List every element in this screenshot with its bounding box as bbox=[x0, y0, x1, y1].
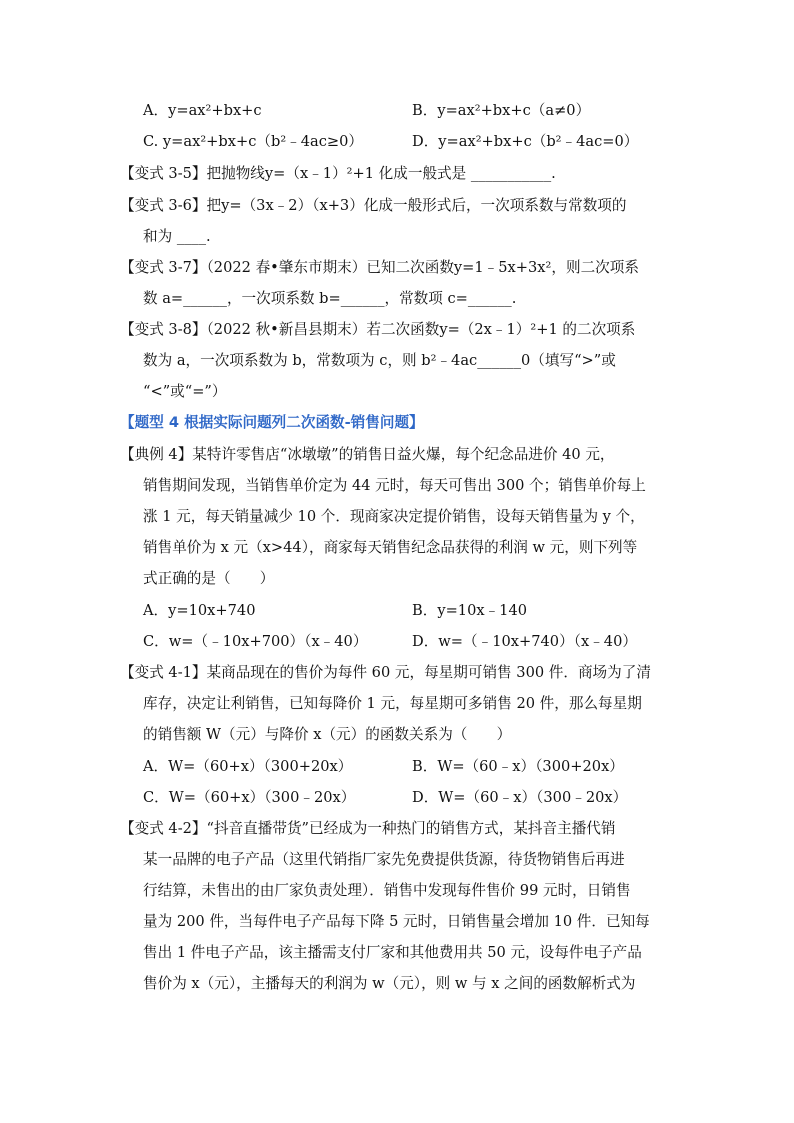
question-3-7-line2: 数 a=______，一次项系数 b=______，常数项 c=______. bbox=[143, 290, 517, 307]
option-c: C. y=ax²+bx+c（b²﹣4ac≥0） bbox=[143, 133, 364, 150]
question-3-6-line1: 【变式 3-6】把y=（3x﹣2）（x+3）化成一般形式后，一次项系数与常数项的 bbox=[120, 197, 627, 214]
option-b: B．y=ax²+bx+c（a≠0） bbox=[412, 102, 591, 119]
question-3-5: 【变式 3-5】把抛物线y=（x﹣1）²+1 化成一般式是 ___________. bbox=[120, 165, 556, 182]
question-4-2-line2: 某一品牌的电子产品（这里代销指厂家先免费提供货源，待货物销售后再进 bbox=[143, 851, 625, 868]
question-3-8-line1: 【变式 3-8】（2022 秋•新昌县期末）若二次函数y=（2x﹣1）²+1 的二次项系 bbox=[120, 321, 636, 338]
option-c: C．w=（﹣10x+700）（x﹣40） bbox=[143, 633, 368, 650]
question-3-8-line2: 数为 a，一次项系数为 b，常数项为 c，则 b²﹣4ac______0（填写“>”或 bbox=[143, 352, 616, 369]
question-4-2-line5: 售出 1 件电子产品，该主播需支付厂家和其他费用共 50 元，设每件电子产品 bbox=[143, 944, 642, 961]
option-d: D．y=ax²+bx+c（b²﹣4ac=0） bbox=[412, 133, 639, 150]
option-d: D．W=（60﹣x）（300﹣20x） bbox=[412, 789, 628, 806]
option-d: D．w=（﹣10x+740）（x﹣40） bbox=[412, 633, 637, 650]
option-c: C．W=（60+x）（300﹣20x） bbox=[143, 789, 356, 806]
question-4-2-line4: 量为 200 件，当每件电子产品每下降 5 元时，日销售量会增加 10 件．已知每 bbox=[143, 913, 650, 930]
option-b: B．y=10x﹣140 bbox=[412, 602, 528, 619]
option-a: A．y=10x+740 bbox=[143, 602, 256, 619]
question-4-1-line1: 【变式 4-1】某商品现在的售价为每件 60 元，每星期可销售 300 件．商场为了清 bbox=[120, 664, 651, 681]
question-3-7-line1: 【变式 3-7】（2022 春•肇东市期末）已知二次函数y=1﹣5x+3x²，则二次项系 bbox=[120, 259, 639, 276]
example-4-line5: 式正确的是（ ） bbox=[143, 570, 275, 587]
example-4-line1: 【典例 4】某特许零售店“冰墩墩”的销售日益火爆，每个纪念品进价 40 元， bbox=[120, 446, 615, 463]
question-4-2-line1: 【变式 4-2】“抖音直播带货”已经成为一种热门的销售方式，某抖音主播代销 bbox=[120, 820, 616, 837]
example-4-line4: 销售单价为 x 元（x>44），商家每天销售纪念品获得的利润 w 元，则下列等 bbox=[143, 539, 638, 556]
option-b: B．W=（60﹣x）（300+20x） bbox=[412, 758, 624, 775]
example-4-line3: 涨 1 元，每天销量减少 10 个．现商家决定提价销售，设每天销售量为 y 个， bbox=[143, 508, 645, 525]
section-heading: 【题型 4 根据实际问题列二次函数-销售问题】 bbox=[120, 414, 424, 431]
example-4-line2: 销售期间发现，当销售单价定为 44 元时，每天可售出 300 个；销售单价每上 bbox=[143, 477, 646, 494]
question-3-8-line3: “<”或“=”） bbox=[143, 383, 227, 400]
question-4-2-line6: 售价为 x（元），主播每天的利润为 w（元），则 w 与 x 之间的函数解析式为 bbox=[143, 975, 636, 992]
question-4-2-line3: 行结算，未售出的由厂家负责处理）．销售中发现每件售价 99 元时，日销售 bbox=[143, 882, 631, 899]
question-3-6-line2: 和为 ____. bbox=[143, 228, 211, 245]
option-a: A．y=ax²+bx+c bbox=[143, 102, 262, 119]
option-a: A．W=（60+x）（300+20x） bbox=[143, 758, 353, 775]
question-4-1-line3: 的销售额 W（元）与降价 x（元）的函数关系为（ ） bbox=[143, 726, 512, 743]
question-4-1-line2: 库存，决定让利销售，已知每降价 1 元，每星期可多销售 20 件，那么每星期 bbox=[143, 695, 642, 712]
